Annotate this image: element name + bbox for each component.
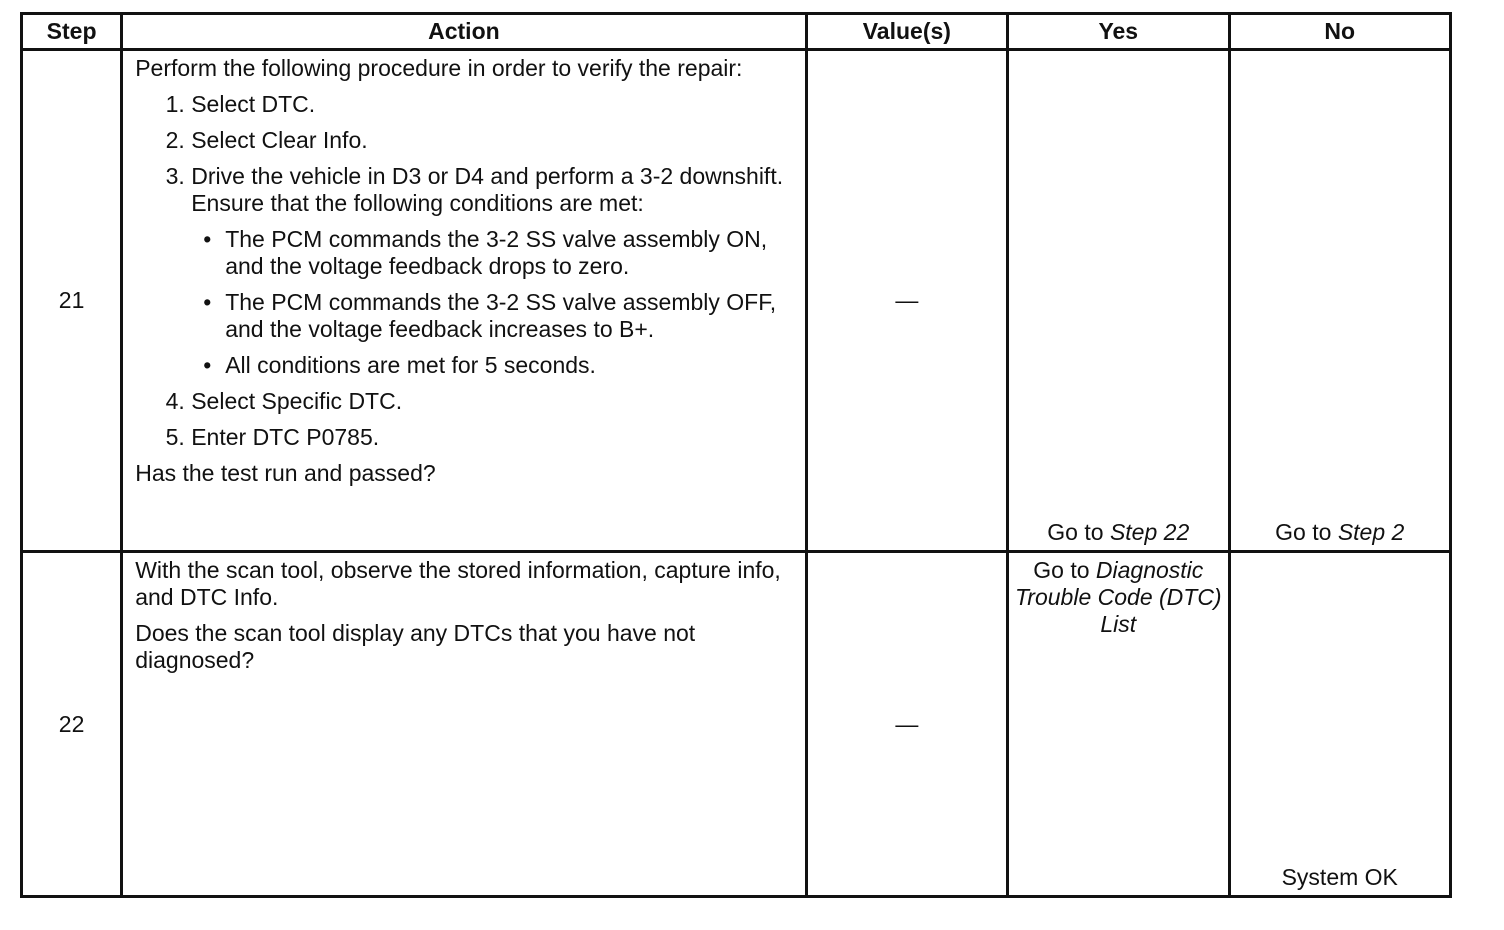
action-cell [122, 50, 806, 552]
value-cell [806, 50, 1007, 552]
no-step-link[interactable]: Step 2 [1337, 519, 1405, 545]
condition-item: • The PCM commands the 3-2 SS valve assembly OFF, and the voltage feedback increases to B+. [225, 289, 796, 343]
procedure-item-text: Select DTC. [191, 91, 316, 117]
procedure-item-text: Select Clear Info. [191, 127, 368, 153]
value-dash: — [895, 287, 919, 313]
no-cell [1229, 50, 1451, 552]
procedure-item-text: Drive the vehicle in D3 or D4 and perform a 3-2 downshift. Ensure that the following conditions are met: [191, 163, 784, 216]
header-yes: Yes [1008, 14, 1229, 50]
diagnostic-table [20, 12, 1452, 898]
condition-item: • All conditions are met for 5 seconds. [225, 352, 796, 379]
header-values: Value(s) [806, 14, 1007, 50]
step-number: 21 [22, 50, 122, 552]
yes-dtc-list-link[interactable]: Diagnostic Trouble Code (DTC) List [1014, 557, 1222, 637]
header-row [22, 14, 1451, 50]
procedure-item [191, 424, 796, 451]
action-intro: Perform the following procedure in order to verify the repair: [135, 55, 743, 81]
procedure-item [191, 91, 796, 118]
procedure-item [191, 127, 796, 154]
procedure-item [191, 388, 796, 415]
conditions-list [191, 226, 796, 379]
yes-cell [1008, 50, 1229, 552]
procedure-item-text: Select Specific DTC. [191, 388, 403, 414]
table-row [22, 552, 1451, 897]
table-row [22, 50, 1451, 552]
procedure-item [191, 163, 796, 379]
value-cell [806, 552, 1007, 897]
action-question: Has the test run and passed? [135, 460, 436, 486]
condition-item: • The PCM commands the 3-2 SS valve assembly ON, and the voltage feedback drops to zero. [225, 226, 796, 280]
system-ok-text: System OK [1281, 864, 1398, 890]
yes-goto-prefix: Go to [1047, 519, 1104, 545]
no-cell [1229, 552, 1451, 897]
procedure-list [135, 91, 796, 451]
header-step: Step [22, 14, 122, 50]
value-dash: — [895, 710, 919, 737]
procedure-item-text: Enter DTC P0785. [191, 424, 380, 450]
action-intro: With the scan tool, observe the stored information, capture info, and DTC Info. [135, 557, 781, 610]
header-no: No [1229, 14, 1451, 50]
step-number: 22 [22, 552, 122, 897]
yes-step-link[interactable]: Step 22 [1109, 519, 1190, 545]
action-cell [122, 552, 806, 897]
no-goto-prefix: Go to [1275, 519, 1332, 545]
yes-cell [1008, 552, 1229, 897]
yes-goto-prefix: Go to [1033, 557, 1090, 583]
header-action: Action [122, 14, 806, 50]
action-question: Does the scan tool display any DTCs that you have not diagnosed? [135, 620, 696, 673]
